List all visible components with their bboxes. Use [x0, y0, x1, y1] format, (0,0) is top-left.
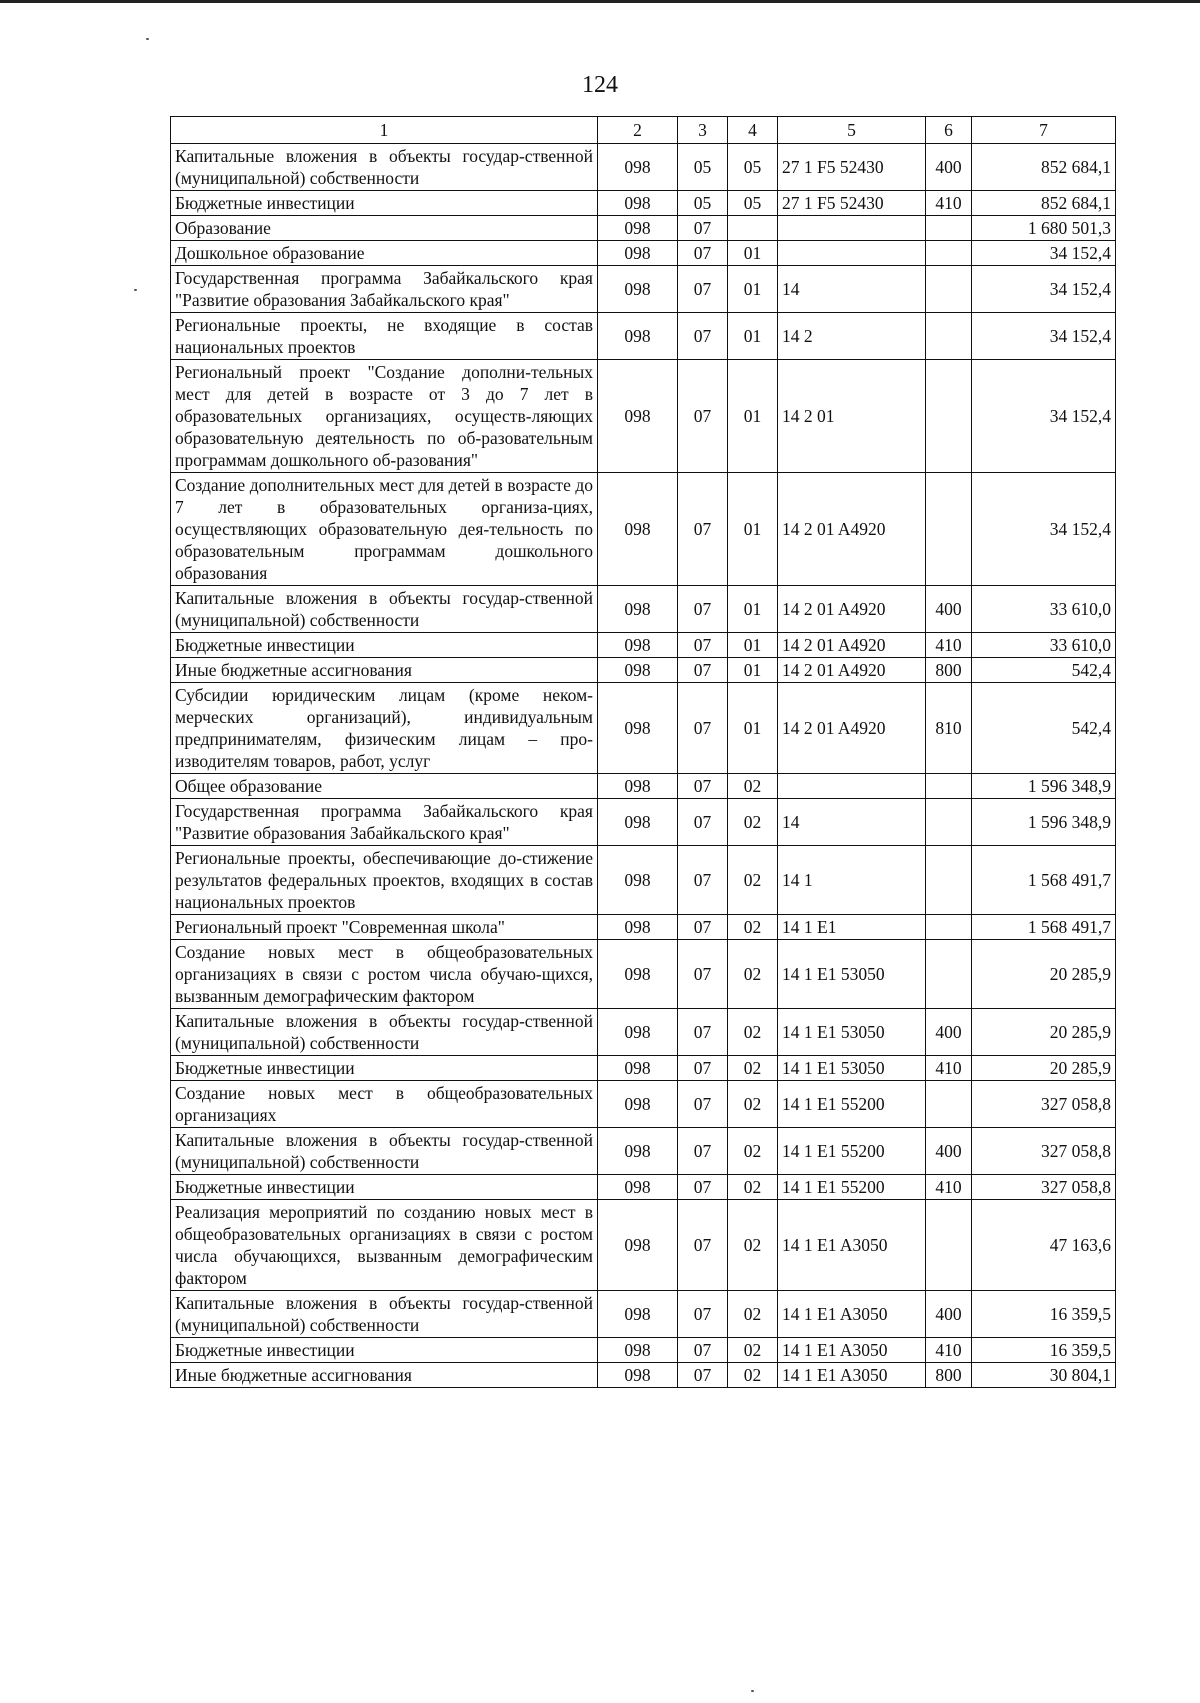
table-row	[171, 1175, 1116, 1200]
row-name-cell: Государственная программа Забайкальского края "Развитие образования Забайкальского края"	[171, 266, 598, 313]
row-col2-cell: 098	[598, 658, 678, 683]
row-col2-cell: 098	[598, 586, 678, 633]
table-row	[171, 658, 1116, 683]
row-col2-cell: 098	[598, 846, 678, 915]
table-row	[171, 846, 1116, 915]
row-amount-cell: 33 610,0	[972, 633, 1116, 658]
column-header: 7	[972, 117, 1116, 144]
row-col3-cell: 07	[678, 586, 728, 633]
row-col3-cell: 07	[678, 1338, 728, 1363]
row-col2-cell: 098	[598, 1056, 678, 1081]
row-col4-cell: 02	[728, 940, 778, 1009]
row-amount-cell: 34 152,4	[972, 313, 1116, 360]
row-col6-cell	[926, 799, 972, 846]
row-col6-cell	[926, 473, 972, 586]
row-col3-cell: 07	[678, 1175, 728, 1200]
row-col6-cell: 400	[926, 1009, 972, 1056]
row-col2-cell: 098	[598, 473, 678, 586]
table-row	[171, 191, 1116, 216]
row-col6-cell	[926, 774, 972, 799]
row-col6-cell: 800	[926, 1363, 972, 1388]
row-amount-cell: 16 359,5	[972, 1338, 1116, 1363]
row-col3-cell: 07	[678, 360, 728, 473]
table-row	[171, 799, 1116, 846]
row-col4-cell: 01	[728, 586, 778, 633]
row-amount-cell: 34 152,4	[972, 473, 1116, 586]
row-col3-cell: 07	[678, 940, 728, 1009]
row-col5-cell	[778, 241, 926, 266]
table-row	[171, 216, 1116, 241]
row-name-cell: Субсидии юридическим лицам (кроме неком-мерческих организаций), индивидуальным предпринимателям, физическим лицам – про-изводителям товаров, работ, услуг	[171, 683, 598, 774]
row-col6-cell: 400	[926, 1291, 972, 1338]
row-amount-cell: 327 058,8	[972, 1175, 1116, 1200]
row-amount-cell: 34 152,4	[972, 266, 1116, 313]
row-col2-cell: 098	[598, 1363, 678, 1388]
table-row	[171, 266, 1116, 313]
row-col4-cell: 05	[728, 144, 778, 191]
row-col3-cell: 07	[678, 633, 728, 658]
row-col2-cell: 098	[598, 241, 678, 266]
table-row	[171, 473, 1116, 586]
row-col6-cell	[926, 313, 972, 360]
row-col3-cell: 07	[678, 1128, 728, 1175]
row-name-cell: Государственная программа Забайкальского края "Развитие образования Забайкальского края"	[171, 799, 598, 846]
row-col2-cell: 098	[598, 915, 678, 940]
row-col2-cell: 098	[598, 360, 678, 473]
row-col6-cell: 400	[926, 144, 972, 191]
table-row	[171, 774, 1116, 799]
scan-speck	[751, 1690, 754, 1692]
row-col2-cell: 098	[598, 683, 678, 774]
row-name-cell: Капитальные вложения в объекты государ-ственной (муниципальной) собственности	[171, 144, 598, 191]
row-name-cell: Создание новых мест в общеобразовательных организациях в связи с ростом числа обучаю-щихся, вызванным демографическим фактором	[171, 940, 598, 1009]
row-col3-cell: 07	[678, 1200, 728, 1291]
row-col6-cell: 410	[926, 1175, 972, 1200]
row-col2-cell: 098	[598, 1128, 678, 1175]
row-col2-cell: 098	[598, 313, 678, 360]
row-name-cell: Реализация мероприятий по созданию новых мест в общеобразовательных организациях в связи с ростом числа обучающихся, вызванным демографическим фактором	[171, 1200, 598, 1291]
row-col3-cell: 05	[678, 191, 728, 216]
row-name-cell: Капитальные вложения в объекты государ-ственной (муниципальной) собственности	[171, 1009, 598, 1056]
row-amount-cell: 16 359,5	[972, 1291, 1116, 1338]
row-amount-cell: 34 152,4	[972, 241, 1116, 266]
scan-speck	[134, 289, 137, 291]
row-col6-cell: 400	[926, 586, 972, 633]
table-row	[171, 360, 1116, 473]
column-header: 5	[778, 117, 926, 144]
row-col5-cell	[778, 216, 926, 241]
table-row	[171, 633, 1116, 658]
row-col3-cell: 07	[678, 774, 728, 799]
row-col4-cell: 01	[728, 658, 778, 683]
row-col2-cell: 098	[598, 1200, 678, 1291]
row-col6-cell: 810	[926, 683, 972, 774]
table-row	[171, 1200, 1116, 1291]
scan-border	[0, 0, 1200, 3]
row-col6-cell	[926, 241, 972, 266]
row-col4-cell: 02	[728, 1128, 778, 1175]
row-col6-cell: 410	[926, 633, 972, 658]
row-col3-cell: 07	[678, 473, 728, 586]
row-col3-cell: 07	[678, 1056, 728, 1081]
row-col6-cell: 800	[926, 658, 972, 683]
row-col6-cell	[926, 915, 972, 940]
scan-speck	[146, 38, 149, 40]
table-row	[171, 683, 1116, 774]
row-col3-cell: 05	[678, 144, 728, 191]
row-col5-cell: 14 2	[778, 313, 926, 360]
row-col3-cell: 07	[678, 216, 728, 241]
row-col6-cell	[926, 216, 972, 241]
row-amount-cell: 20 285,9	[972, 1009, 1116, 1056]
row-amount-cell: 33 610,0	[972, 586, 1116, 633]
row-name-cell: Создание дополнительных мест для детей в возрасте до 7 лет в образовательных организа-циях, осуществляющих образовательную дея-тельность по образовательным программам дошкольного образования	[171, 473, 598, 586]
row-col5-cell: 14 1 E1 A3050	[778, 1338, 926, 1363]
row-col4-cell: 02	[728, 1081, 778, 1128]
column-header: 3	[678, 117, 728, 144]
row-name-cell: Капитальные вложения в объекты государ-ственной (муниципальной) собственности	[171, 586, 598, 633]
row-name-cell: Капитальные вложения в объекты государ-ственной (муниципальной) собственности	[171, 1291, 598, 1338]
row-col6-cell: 400	[926, 1128, 972, 1175]
row-name-cell: Образование	[171, 216, 598, 241]
row-col2-cell: 098	[598, 633, 678, 658]
row-amount-cell: 542,4	[972, 683, 1116, 774]
row-col3-cell: 07	[678, 313, 728, 360]
row-col6-cell	[926, 1200, 972, 1291]
row-col4-cell: 01	[728, 313, 778, 360]
row-col2-cell: 098	[598, 1009, 678, 1056]
row-col4-cell: 02	[728, 1200, 778, 1291]
row-col5-cell	[778, 774, 926, 799]
page-number: 124	[582, 72, 618, 98]
row-col6-cell: 410	[926, 191, 972, 216]
row-col2-cell: 098	[598, 1338, 678, 1363]
row-name-cell: Бюджетные инвестиции	[171, 1338, 598, 1363]
row-col3-cell: 07	[678, 799, 728, 846]
row-col3-cell: 07	[678, 241, 728, 266]
row-col6-cell	[926, 266, 972, 313]
row-amount-cell: 327 058,8	[972, 1081, 1116, 1128]
row-col5-cell: 14 2 01 A4920	[778, 683, 926, 774]
row-amount-cell: 20 285,9	[972, 940, 1116, 1009]
table-row	[171, 1009, 1116, 1056]
row-col5-cell: 14 1 E1 53050	[778, 1009, 926, 1056]
row-amount-cell: 34 152,4	[972, 360, 1116, 473]
row-col4-cell: 02	[728, 1009, 778, 1056]
row-col3-cell: 07	[678, 915, 728, 940]
row-col5-cell: 14 2 01 A4920	[778, 633, 926, 658]
row-col6-cell	[926, 360, 972, 473]
column-header: 6	[926, 117, 972, 144]
row-amount-cell: 1 596 348,9	[972, 799, 1116, 846]
row-amount-cell: 1 568 491,7	[972, 846, 1116, 915]
row-amount-cell: 852 684,1	[972, 191, 1116, 216]
row-name-cell: Региональный проект "Создание дополни-тельных мест для детей в возрасте от 3 до 7 лет в образовательных организациях, осуществ-ляющих образовательную деятельность по об-разовательным программам дошкольного об-разования"	[171, 360, 598, 473]
row-col5-cell: 14 1 E1 55200	[778, 1128, 926, 1175]
row-col5-cell: 14 1 E1 55200	[778, 1175, 926, 1200]
row-col4-cell	[728, 216, 778, 241]
row-amount-cell: 852 684,1	[972, 144, 1116, 191]
column-header: 2	[598, 117, 678, 144]
row-col6-cell	[926, 846, 972, 915]
row-col3-cell: 07	[678, 1009, 728, 1056]
row-col3-cell: 07	[678, 1363, 728, 1388]
row-col4-cell: 01	[728, 266, 778, 313]
row-col4-cell: 01	[728, 473, 778, 586]
row-col2-cell: 098	[598, 1081, 678, 1128]
row-name-cell: Бюджетные инвестиции	[171, 191, 598, 216]
row-col4-cell: 02	[728, 1338, 778, 1363]
row-col5-cell: 14	[778, 266, 926, 313]
row-name-cell: Дошкольное образование	[171, 241, 598, 266]
row-col5-cell: 14 2 01	[778, 360, 926, 473]
row-col3-cell: 07	[678, 683, 728, 774]
row-amount-cell: 20 285,9	[972, 1056, 1116, 1081]
table-row	[171, 144, 1116, 191]
row-col6-cell: 410	[926, 1056, 972, 1081]
row-col3-cell: 07	[678, 846, 728, 915]
row-col5-cell: 27 1 F5 52430	[778, 191, 926, 216]
row-col2-cell: 098	[598, 266, 678, 313]
row-name-cell: Бюджетные инвестиции	[171, 633, 598, 658]
row-col4-cell: 02	[728, 1175, 778, 1200]
row-amount-cell: 1 568 491,7	[972, 915, 1116, 940]
table-row	[171, 1056, 1116, 1081]
row-col5-cell: 14 1 E1 A3050	[778, 1200, 926, 1291]
row-name-cell: Иные бюджетные ассигнования	[171, 658, 598, 683]
row-col6-cell	[926, 1081, 972, 1128]
row-name-cell: Капитальные вложения в объекты государ-ственной (муниципальной) собственности	[171, 1128, 598, 1175]
row-col2-cell: 098	[598, 1291, 678, 1338]
row-col4-cell: 01	[728, 633, 778, 658]
row-col4-cell: 01	[728, 683, 778, 774]
row-col5-cell: 14 1 E1	[778, 915, 926, 940]
row-amount-cell: 327 058,8	[972, 1128, 1116, 1175]
table-row	[171, 1128, 1116, 1175]
row-col4-cell: 02	[728, 799, 778, 846]
row-amount-cell: 1 680 501,3	[972, 216, 1116, 241]
row-col6-cell: 410	[926, 1338, 972, 1363]
row-name-cell: Иные бюджетные ассигнования	[171, 1363, 598, 1388]
row-col4-cell: 02	[728, 1056, 778, 1081]
row-col4-cell: 01	[728, 360, 778, 473]
row-col2-cell: 098	[598, 191, 678, 216]
row-col2-cell: 098	[598, 774, 678, 799]
header-row	[171, 117, 1116, 144]
row-col2-cell: 098	[598, 799, 678, 846]
row-col5-cell: 14 1 E1 55200	[778, 1081, 926, 1128]
row-amount-cell: 30 804,1	[972, 1363, 1116, 1388]
row-col3-cell: 07	[678, 1291, 728, 1338]
row-col4-cell: 02	[728, 915, 778, 940]
table-row	[171, 940, 1116, 1009]
row-name-cell: Региональные проекты, обеспечивающие до-стижение результатов федеральных проектов, входящих в состав национальных проектов	[171, 846, 598, 915]
row-col4-cell: 01	[728, 241, 778, 266]
table-row	[171, 1338, 1116, 1363]
row-col2-cell: 098	[598, 1175, 678, 1200]
table-row	[171, 915, 1116, 940]
row-amount-cell: 542,4	[972, 658, 1116, 683]
row-amount-cell: 47 163,6	[972, 1200, 1116, 1291]
row-col4-cell: 05	[728, 191, 778, 216]
row-col4-cell: 02	[728, 1363, 778, 1388]
row-col4-cell: 02	[728, 774, 778, 799]
budget-table	[170, 116, 1116, 1388]
row-col5-cell: 14 1 E1 A3050	[778, 1291, 926, 1338]
row-name-cell: Бюджетные инвестиции	[171, 1056, 598, 1081]
row-col5-cell: 14 2 01 A4920	[778, 658, 926, 683]
row-col2-cell: 098	[598, 144, 678, 191]
row-col2-cell: 098	[598, 216, 678, 241]
row-col2-cell: 098	[598, 940, 678, 1009]
row-col5-cell: 14 1 E1 53050	[778, 940, 926, 1009]
row-col4-cell: 02	[728, 1291, 778, 1338]
row-col5-cell: 14 2 01 A4920	[778, 586, 926, 633]
table-row	[171, 1363, 1116, 1388]
table-row	[171, 1291, 1116, 1338]
row-col5-cell: 14	[778, 799, 926, 846]
row-col5-cell: 27 1 F5 52430	[778, 144, 926, 191]
row-col5-cell: 14 2 01 A4920	[778, 473, 926, 586]
column-header: 4	[728, 117, 778, 144]
table-body	[171, 144, 1116, 1388]
row-col6-cell	[926, 940, 972, 1009]
row-name-cell: Региональный проект "Современная школа"	[171, 915, 598, 940]
row-col5-cell: 14 1	[778, 846, 926, 915]
row-col3-cell: 07	[678, 1081, 728, 1128]
row-name-cell: Общее образование	[171, 774, 598, 799]
row-col5-cell: 14 1 E1 53050	[778, 1056, 926, 1081]
row-col3-cell: 07	[678, 658, 728, 683]
row-col3-cell: 07	[678, 266, 728, 313]
table-row	[171, 241, 1116, 266]
column-header: 1	[171, 117, 598, 144]
table-row	[171, 586, 1116, 633]
row-name-cell: Бюджетные инвестиции	[171, 1175, 598, 1200]
row-name-cell: Создание новых мест в общеобразовательных организациях	[171, 1081, 598, 1128]
row-col4-cell: 02	[728, 846, 778, 915]
table-row	[171, 1081, 1116, 1128]
table-row	[171, 313, 1116, 360]
row-name-cell: Региональные проекты, не входящие в состав национальных проектов	[171, 313, 598, 360]
row-amount-cell: 1 596 348,9	[972, 774, 1116, 799]
row-col5-cell: 14 1 E1 A3050	[778, 1363, 926, 1388]
